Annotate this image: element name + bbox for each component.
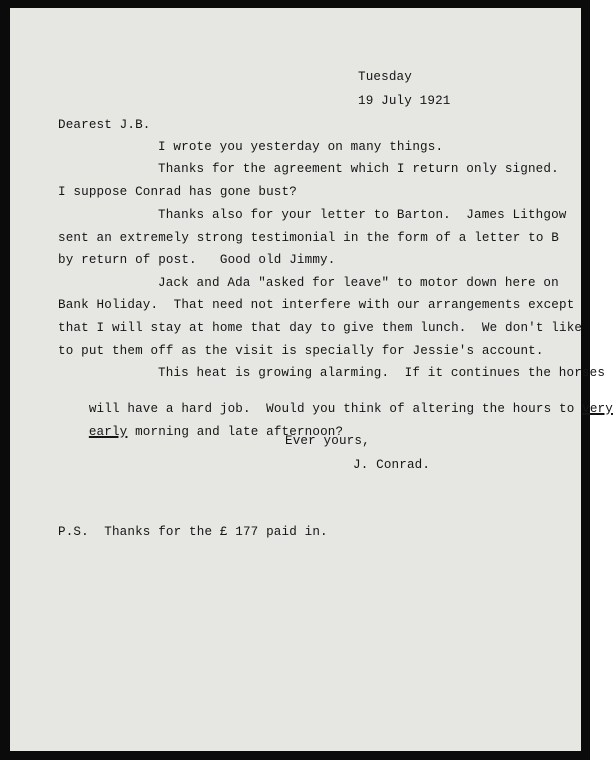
- paragraph-3-line-3: by return of post. Good old Jimmy.: [58, 253, 336, 267]
- paragraph-5-line-3-text: morning and late afternoon?: [127, 425, 344, 439]
- paragraph-5-line-2-text: will have a hard job. Would you think of altering the hours to: [88, 402, 583, 416]
- letter-page: [10, 8, 613, 751]
- letter-day: Tuesday: [358, 70, 412, 84]
- paragraph-1-line-1: I wrote you yesterday on many things.: [158, 140, 444, 154]
- paragraph-4-line-2: Bank Holiday. That need not interfere with our arrangements except: [58, 298, 575, 312]
- paragraph-4-line-1: Jack and Ada "asked for leave" to motor down here on: [158, 276, 559, 290]
- paragraph-3-line-2: sent an extremely strong testimonial in the form of a letter to B: [58, 231, 559, 245]
- paragraph-2-line-2: I suppose Conrad has gone bust?: [58, 185, 297, 199]
- underlined-word-early: early: [88, 425, 128, 439]
- paragraph-2-line-1: Thanks for the agreement which I return only signed.: [158, 162, 559, 176]
- paragraph-3-line-1: Thanks also for your letter to Barton. James Lithgow: [158, 208, 567, 222]
- closing: Ever yours,: [285, 434, 370, 448]
- underlined-word-very: very: [582, 402, 613, 416]
- salutation: Dearest J.B.: [58, 118, 151, 132]
- paragraph-4-line-3: that I will stay at home that day to give them lunch. We don't like: [58, 321, 583, 335]
- paragraph-5-line-1: This heat is growing alarming. If it continues the horses: [158, 366, 606, 380]
- postscript: P.S. Thanks for the £ 177 paid in.: [58, 525, 328, 539]
- letter-date: 19 July 1921: [358, 94, 451, 108]
- signature: J. Conrad.: [353, 458, 431, 472]
- paragraph-4-line-4: to put them off as the visit is specially for Jessie's account.: [58, 344, 544, 358]
